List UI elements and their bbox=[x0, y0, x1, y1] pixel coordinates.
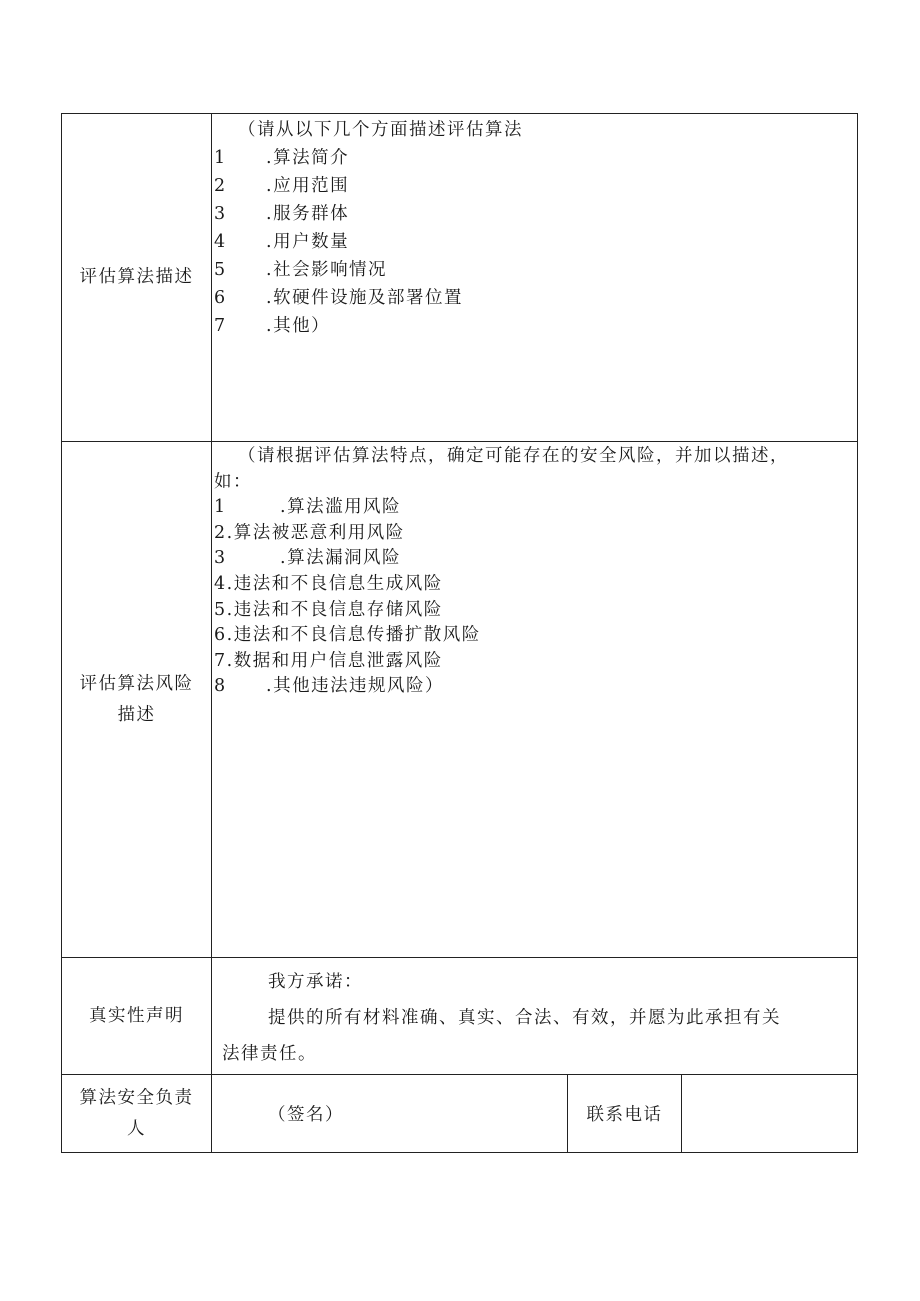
declaration-row bbox=[62, 958, 857, 1075]
list-item: 3 .服务群体 bbox=[214, 204, 350, 224]
phone-input[interactable] bbox=[682, 1075, 857, 1152]
list-item: 8 .其他违法违规风险） bbox=[214, 676, 445, 697]
declaration-label: 真实性声明 bbox=[62, 958, 212, 1074]
risk-description-row bbox=[62, 442, 857, 958]
list-item: 6.违法和不良信息传播扩散风险 bbox=[214, 625, 481, 646]
list-item: 5 .社会影响情况 bbox=[214, 260, 388, 280]
list-item: 1 .算法滥用风险 bbox=[214, 497, 402, 518]
risk-description-label: 评估算法风险 描述 bbox=[62, 442, 212, 957]
assessment-form-table bbox=[61, 113, 858, 1153]
list-item: 1 .算法简介 bbox=[214, 148, 350, 168]
list-item: 4 .用户数量 bbox=[214, 232, 350, 252]
phone-label: 联系电话 bbox=[568, 1075, 682, 1152]
algorithm-description-row bbox=[62, 114, 857, 442]
declaration-content: 我方承诺： 提供的所有材料准确、真实、合法、有效，并愿为此承担有关 法律责任。 bbox=[222, 972, 781, 1064]
list-item: 5.违法和不良信息存储风险 bbox=[214, 599, 443, 620]
risk-description-intro-cont: 如： bbox=[214, 471, 252, 492]
list-item: 7 .其他） bbox=[214, 316, 331, 336]
signature-row bbox=[62, 1075, 857, 1152]
list-item: 7.数据和用户信息泄露风险 bbox=[214, 650, 443, 671]
list-item: 2 .应用范围 bbox=[214, 176, 350, 196]
algorithm-description-intro: （请从以下几个方面描述评估算法 bbox=[238, 120, 523, 140]
signature-label: 算法安全负责 人 bbox=[62, 1075, 212, 1152]
list-item: 3 .算法漏洞风险 bbox=[214, 548, 402, 569]
list-item: 2.算法被恶意利用风险 bbox=[214, 522, 405, 543]
list-item: 6 .软硬件设施及部署位置 bbox=[214, 288, 464, 308]
list-item: 4.违法和不良信息生成风险 bbox=[214, 573, 443, 594]
risk-description-content[interactable] bbox=[212, 442, 857, 957]
signature-field[interactable] bbox=[212, 1075, 568, 1152]
algorithm-description-label: 评估算法描述 bbox=[62, 114, 212, 441]
algorithm-description-content[interactable] bbox=[212, 114, 857, 441]
signature-placeholder: （签名） bbox=[268, 1105, 344, 1125]
risk-description-intro: （请根据评估算法特点，确定可能存在的安全风险，并加以描述， bbox=[238, 446, 789, 466]
